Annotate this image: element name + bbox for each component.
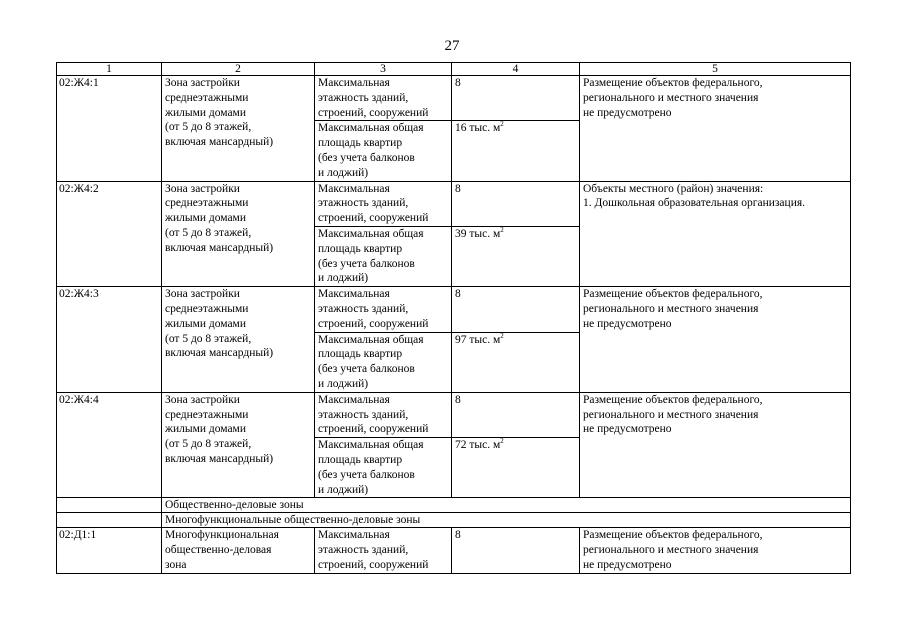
header-col-1: 1: [57, 63, 162, 76]
page-number: 27: [444, 38, 460, 54]
param-area-value-cell: [452, 226, 580, 286]
zone-row: [57, 287, 851, 332]
section-row: [57, 498, 851, 513]
header-col-5: 5: [580, 63, 851, 76]
param-floors-label: Максимальная этажность зданий, строений, сооружений: [315, 528, 452, 573]
unit-superscript: 2: [500, 120, 504, 129]
zone-name: Зона застройки среднеэтажными жилыми домами (от 5 до 8 этажей, включая мансардный): [162, 392, 315, 498]
param-area-label: Максимальная общая площадь квартир (без учета балконов и лоджий): [315, 438, 452, 498]
zone-row: [57, 528, 851, 573]
header-col-4: 4: [452, 63, 580, 76]
param-area-value: 97 тыс. м: [455, 333, 501, 346]
zone-row: [57, 181, 851, 226]
param-area-label: Максимальная общая площадь квартир (без учета балконов и лоджий): [315, 121, 452, 181]
zone-objects: Объекты местного (район) значения: 1. Дошкольная образовательная организация.: [580, 181, 851, 287]
param-floors-label: Максимальная этажность зданий, строений, сооружений: [315, 76, 452, 121]
param-area-value-cell: [452, 438, 580, 498]
param-area-value: 72 тыс. м: [455, 439, 501, 452]
param-area-value-cell: [452, 121, 580, 181]
section-title: Общественно-деловые зоны: [162, 498, 851, 513]
zone-name: Многофункциональная общественно-деловая зона: [162, 528, 315, 573]
zone-row: [57, 392, 851, 437]
param-floors-label: Максимальная этажность зданий, строений, сооружений: [315, 181, 452, 226]
zone-code: 02:Ж4:4: [57, 392, 162, 498]
zone-code: 02:Ж4:2: [57, 181, 162, 287]
unit-superscript: 2: [500, 226, 504, 235]
zone-code: 02:Ж4:3: [57, 287, 162, 393]
param-area-value-cell: [452, 332, 580, 392]
header-col-3: 3: [315, 63, 452, 76]
subsection-title: Многофункциональные общественно-деловые зоны: [162, 513, 851, 528]
subsection-code-empty: [57, 513, 162, 528]
zone-objects: Размещение объектов федерального, регионального и местного значения не предусмотрено: [580, 392, 851, 498]
unit-superscript: 2: [500, 332, 504, 340]
unit-superscript: 2: [500, 437, 504, 446]
param-floors-value: 8: [452, 287, 580, 332]
param-floors-value: 8: [452, 528, 580, 573]
param-floors-label: Максимальная этажность зданий, строений, сооружений: [315, 392, 452, 437]
param-floors-value: 8: [452, 76, 580, 121]
param-area-label: Максимальная общая площадь квартир (без учета балконов и лоджий): [315, 226, 452, 286]
param-floors-value: 8: [452, 181, 580, 226]
zone-code: 02:Д1:1: [57, 528, 162, 573]
zone-row: [57, 76, 851, 121]
zone-objects: Размещение объектов федерального, регионального и местного значения не предусмотрено: [580, 287, 851, 393]
param-floors-value: 8: [452, 392, 580, 437]
zone-objects: Размещение объектов федерального, регионального и местного значения не предусмотрено: [580, 528, 851, 573]
param-area-label: Максимальная общая площадь квартир (без учета балконов и лоджий): [315, 332, 452, 392]
zones-table: [56, 62, 851, 574]
zone-name: Зона застройки среднеэтажными жилыми домами (от 5 до 8 этажей, включая мансардный): [162, 287, 315, 393]
zone-name: Зона застройки среднеэтажными жилыми домами (от 5 до 8 этажей, включая мансардный): [162, 76, 315, 182]
zone-objects: Размещение объектов федерального, регионального и местного значения не предусмотрено: [580, 76, 851, 182]
header-col-2: 2: [162, 63, 315, 76]
section-code-empty: [57, 498, 162, 513]
zone-name: Зона застройки среднеэтажными жилыми домами (от 5 до 8 этажей, включая мансардный): [162, 181, 315, 287]
param-floors-label: Максимальная этажность зданий, строений, сооружений: [315, 287, 452, 332]
header-row: [57, 63, 851, 76]
param-area-value: 39 тыс. м: [455, 227, 501, 240]
zone-code: 02:Ж4:1: [57, 76, 162, 182]
param-area-value: 16 тыс. м: [455, 122, 501, 135]
subsection-row: [57, 513, 851, 528]
